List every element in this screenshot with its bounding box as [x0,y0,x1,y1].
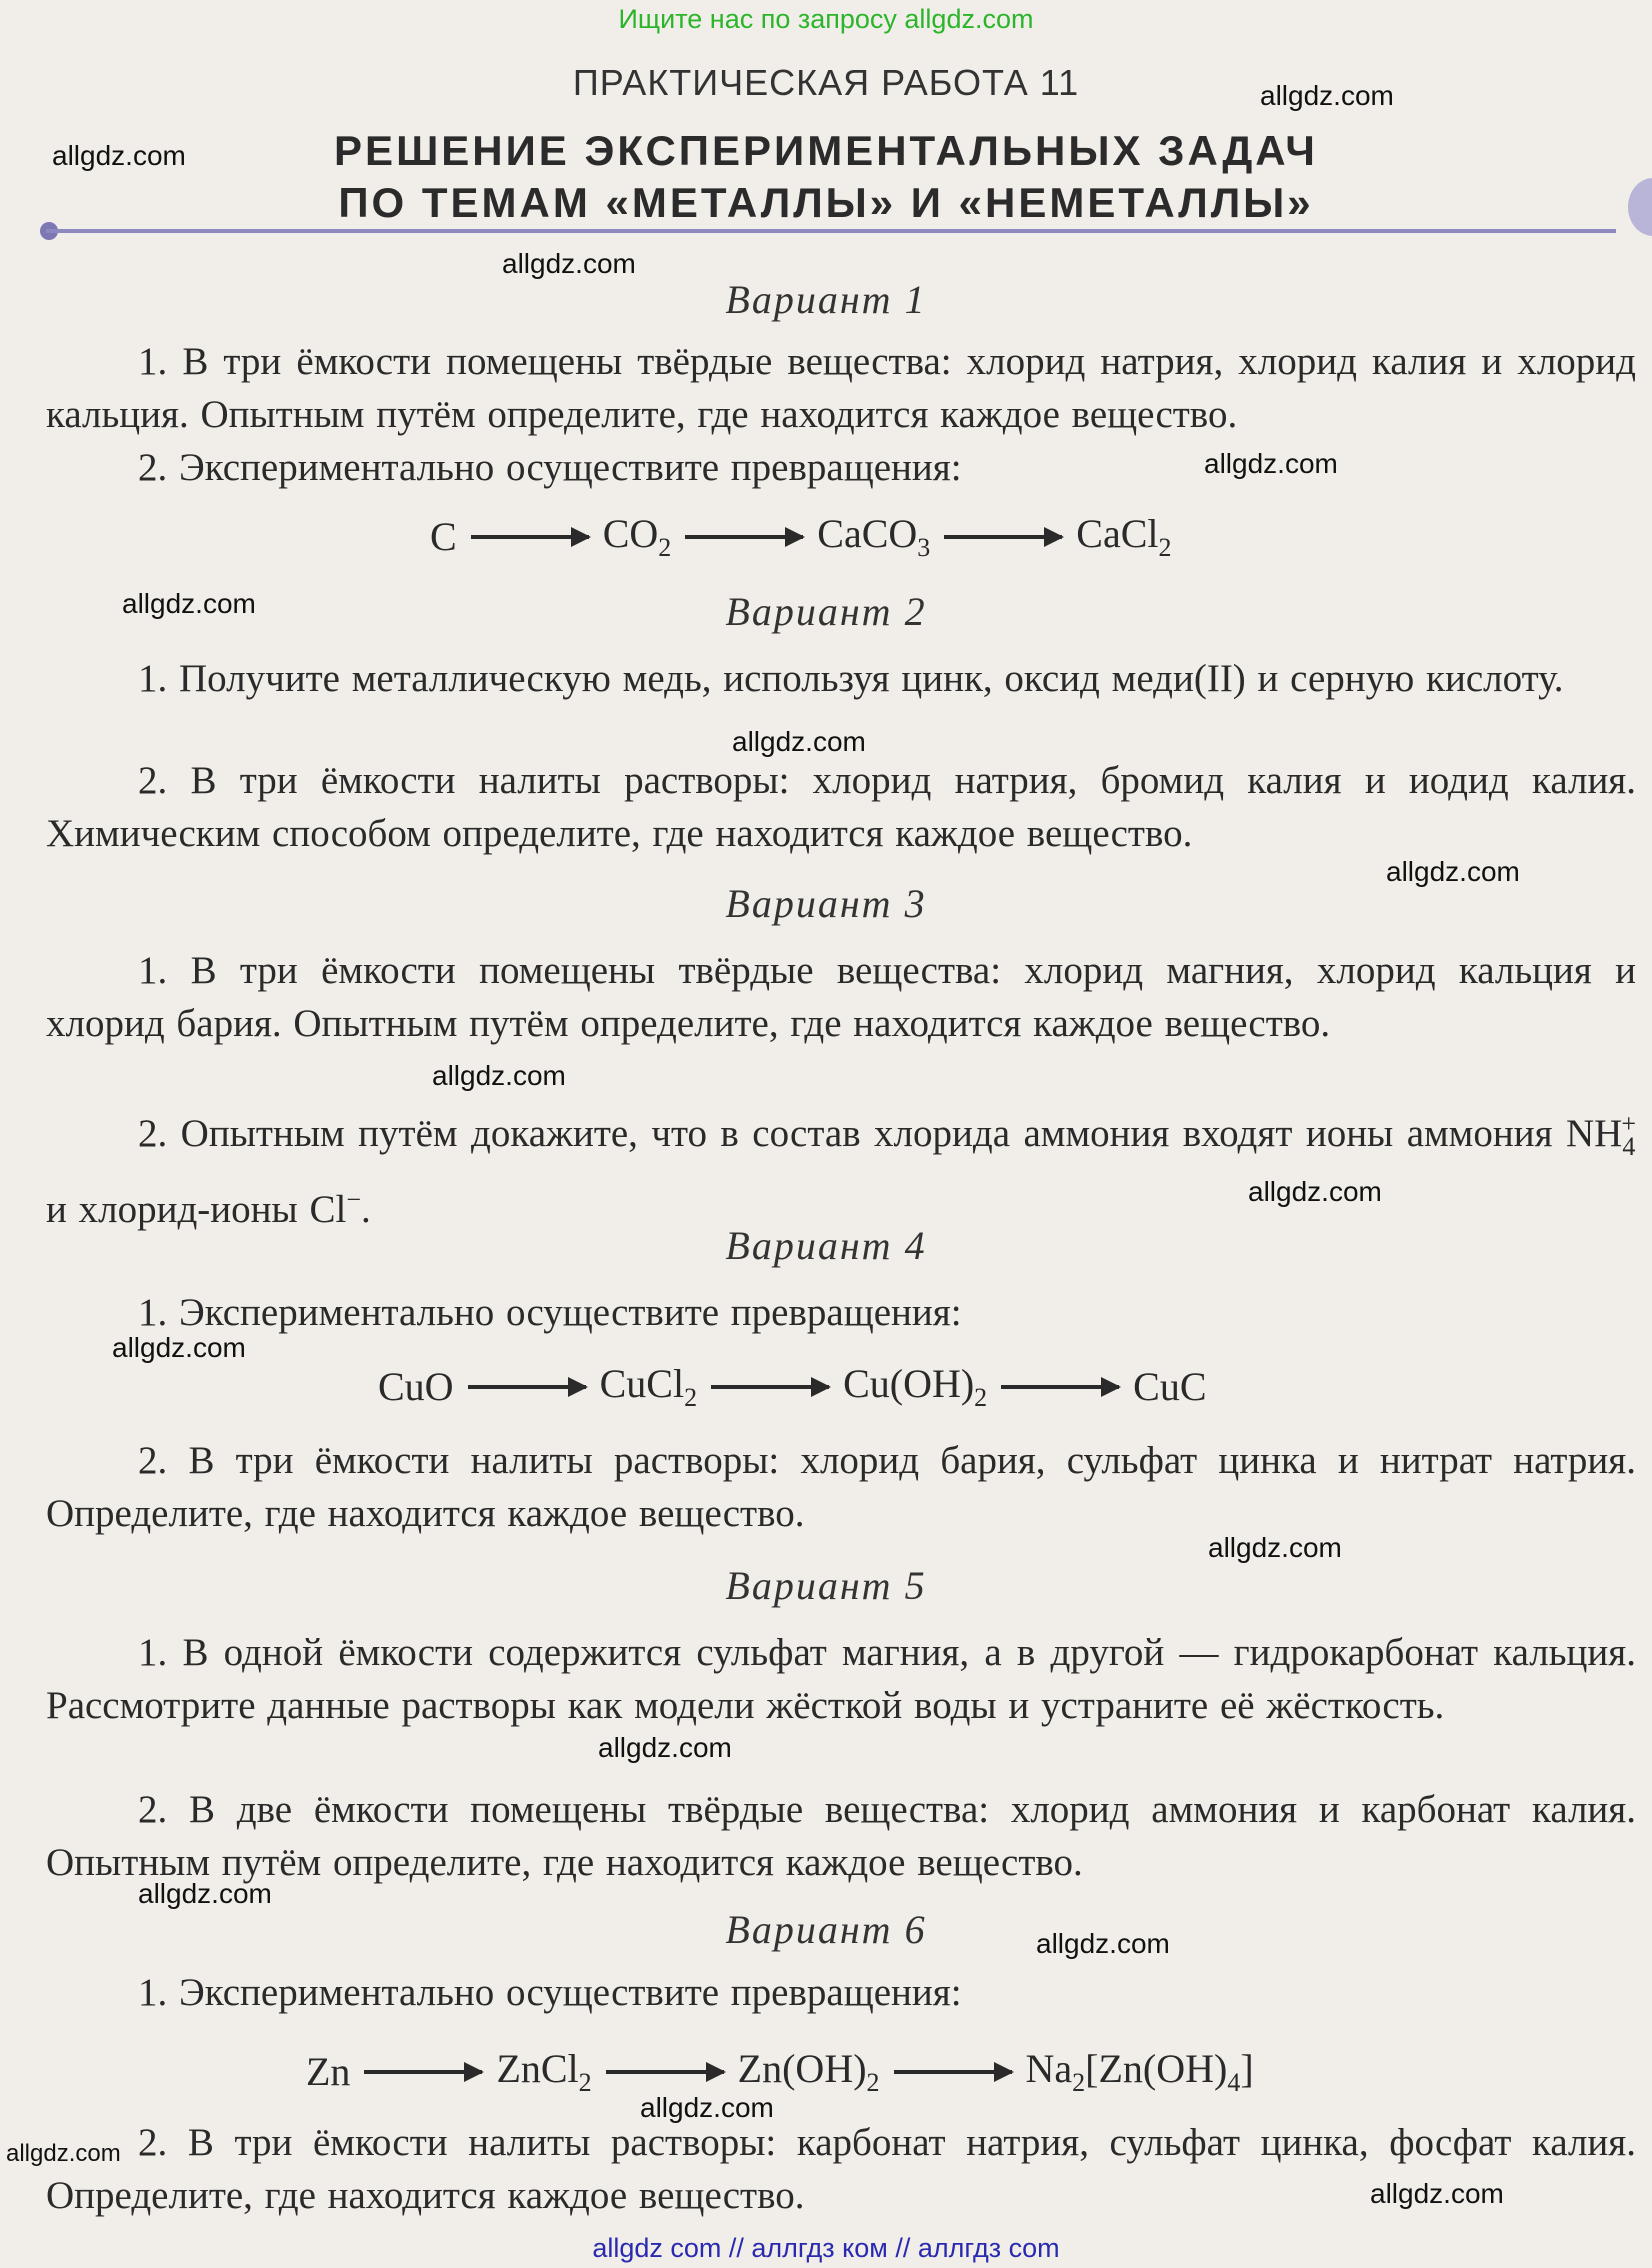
bottom-footer: allgdz com // аллгдз ком // аллгдз com [592,2233,1060,2263]
watermark: allgdz.com [1208,1532,1342,1563]
variant-3-heading: Вариант 3 [725,881,927,926]
arrow-icon [711,1385,829,1389]
chain-item: $Cu(OH)_2$ [843,1361,988,1412]
variant-4-chain [378,1360,1207,1413]
chain-item: $Zn(OH)_2$ [737,2046,880,2097]
variant-2-task-1: 1. Получите металлическую медь, используя цинк, оксид меди(II) и серную кислоту. [138,657,1564,700]
variant-6-task-2: 2. В три ёмкости налиты растворы: карбонат натрия, сульфат цинка, фосфат калия. Определите, где находится каждое вещество. [46,2121,1636,2217]
watermark: allgdz.com [138,1878,272,1909]
watermark: allgdz.com [640,2092,774,2123]
variant-2-heading: Вариант 2 [725,589,927,634]
variant-4-task-1: 1. Экспериментально осуществите превращения: [138,1291,962,1334]
variant-1-task-2: 2. Экспериментально осуществите превращения: [138,446,962,489]
chain-item: CaCl$_2$ [1076,511,1172,562]
chain-item: CuCl$_2$ [599,1361,698,1412]
task-text: 2. Опытным путём докажите, что в состав хлорида аммония входят ионы аммония [138,1112,1553,1155]
top-banner: Ищите нас по запросу allgdz.com [618,4,1034,34]
chloride-ion: Cl− [309,1184,362,1231]
arrow-icon [685,535,803,539]
arrow-icon [364,2070,482,2074]
arrow-icon [468,1385,586,1389]
watermark: allgdz.com [732,726,866,757]
chain-item: $Na_2[Zn(OH)_4]$ [1025,2046,1254,2097]
arrow-icon [894,2070,1012,2074]
watermark: allgdz.com [1386,856,1520,887]
variant-2-task-2: 2. В три ёмкости налиты растворы: хлорид натрия, бромид калия и иодид калия. Химическим способом определите, где находится каждое вещество. [46,759,1636,855]
title-rule [46,229,1616,233]
variant-6-chain [306,2045,1254,2098]
watermark: allgdz.com [432,1060,566,1091]
chain-item: $CO_2$ [602,511,672,562]
variant-3-task-1: 1. В три ёмкости помещены твёрдые вещества: хлорид магния, хлорид кальция и хлорид бария. Опытным путём определите, где находится каждое вещество. [46,949,1636,1045]
watermark: allgdz.com [1248,1176,1382,1207]
watermark: allgdz.com [52,140,186,171]
arrow-icon [606,2070,724,2074]
task-text: . [361,1187,371,1231]
watermark: allgdz.com [122,588,256,619]
variant-4-task-2: 2. В три ёмкости налиты растворы: хлорид бария, сульфат цинка и нитрат натрия. Определите, где находится каждое вещество. [46,1439,1636,1535]
chain-item: C [430,514,457,559]
arrow-icon [1001,1385,1119,1389]
variant-5-heading: Вариант 5 [725,1563,927,1608]
ammonium-ion: $NH_4^+$ [1565,1109,1636,1161]
variant-1-heading: Вариант 1 [725,277,927,322]
variant-3-task-2 [46,1097,1636,1236]
variant-1-task-1: 1. В три ёмкости помещены твёрдые вещества: хлорид натрия, хлорид калия и хлорид кальция. Опытным путём определите, где находится каждое вещество. [46,340,1636,436]
chain-item: CaCO$_3$ [817,511,931,562]
watermark: allgdz.com [1204,448,1338,479]
task-text: и хлорид-ионы [46,1187,298,1231]
page-title-line-1: РЕШЕНИЕ ЭКСПЕРИМЕНТАЛЬНЫХ ЗАДАЧ [334,127,1318,174]
watermark: allgdz.com [502,248,636,279]
variant-6-task-1: 1. Экспериментально осуществите превращения: [138,1971,962,2014]
arrow-icon [944,535,1062,539]
page-title-line-2: ПО ТЕМАМ «МЕТАЛЛЫ» И «НЕМЕТАЛЛЫ» [338,179,1314,226]
watermark: allgdz.com [1370,2178,1504,2209]
watermark: allgdz.com [112,1332,246,1363]
chain-item: CuO [378,1364,454,1409]
chain-item: ZnCl$_2$ [496,2046,592,2097]
chain-item: Zn [306,2049,351,2094]
watermark: allgdz.com [598,1732,732,1763]
chain-item: CuC [1133,1364,1207,1409]
variant-4-heading: Вариант 4 [725,1223,927,1268]
watermark: allgdz.com [1260,80,1394,111]
work-label: ПРАКТИЧЕСКАЯ РАБОТА 11 [572,62,1080,103]
watermark: allgdz.com [1036,1928,1170,1959]
variant-5-task-1: 1. В одной ёмкости содержится сульфат магния, а в другой — гидрокарбонат кальция. Рассмотрите данные растворы как модели жёсткой воды и устраните её жёсткость. [46,1631,1636,1727]
variant-6-heading: Вариант 6 [725,1907,927,1952]
variant-1-chain [430,510,1172,563]
watermark: allgdz.com [6,2140,121,2167]
arrow-icon [471,535,589,539]
variant-5-task-2: 2. В две ёмкости помещены твёрдые вещества: хлорид аммония и карбонат калия. Опытным путём определите, где находится каждое вещество. [46,1788,1636,1884]
